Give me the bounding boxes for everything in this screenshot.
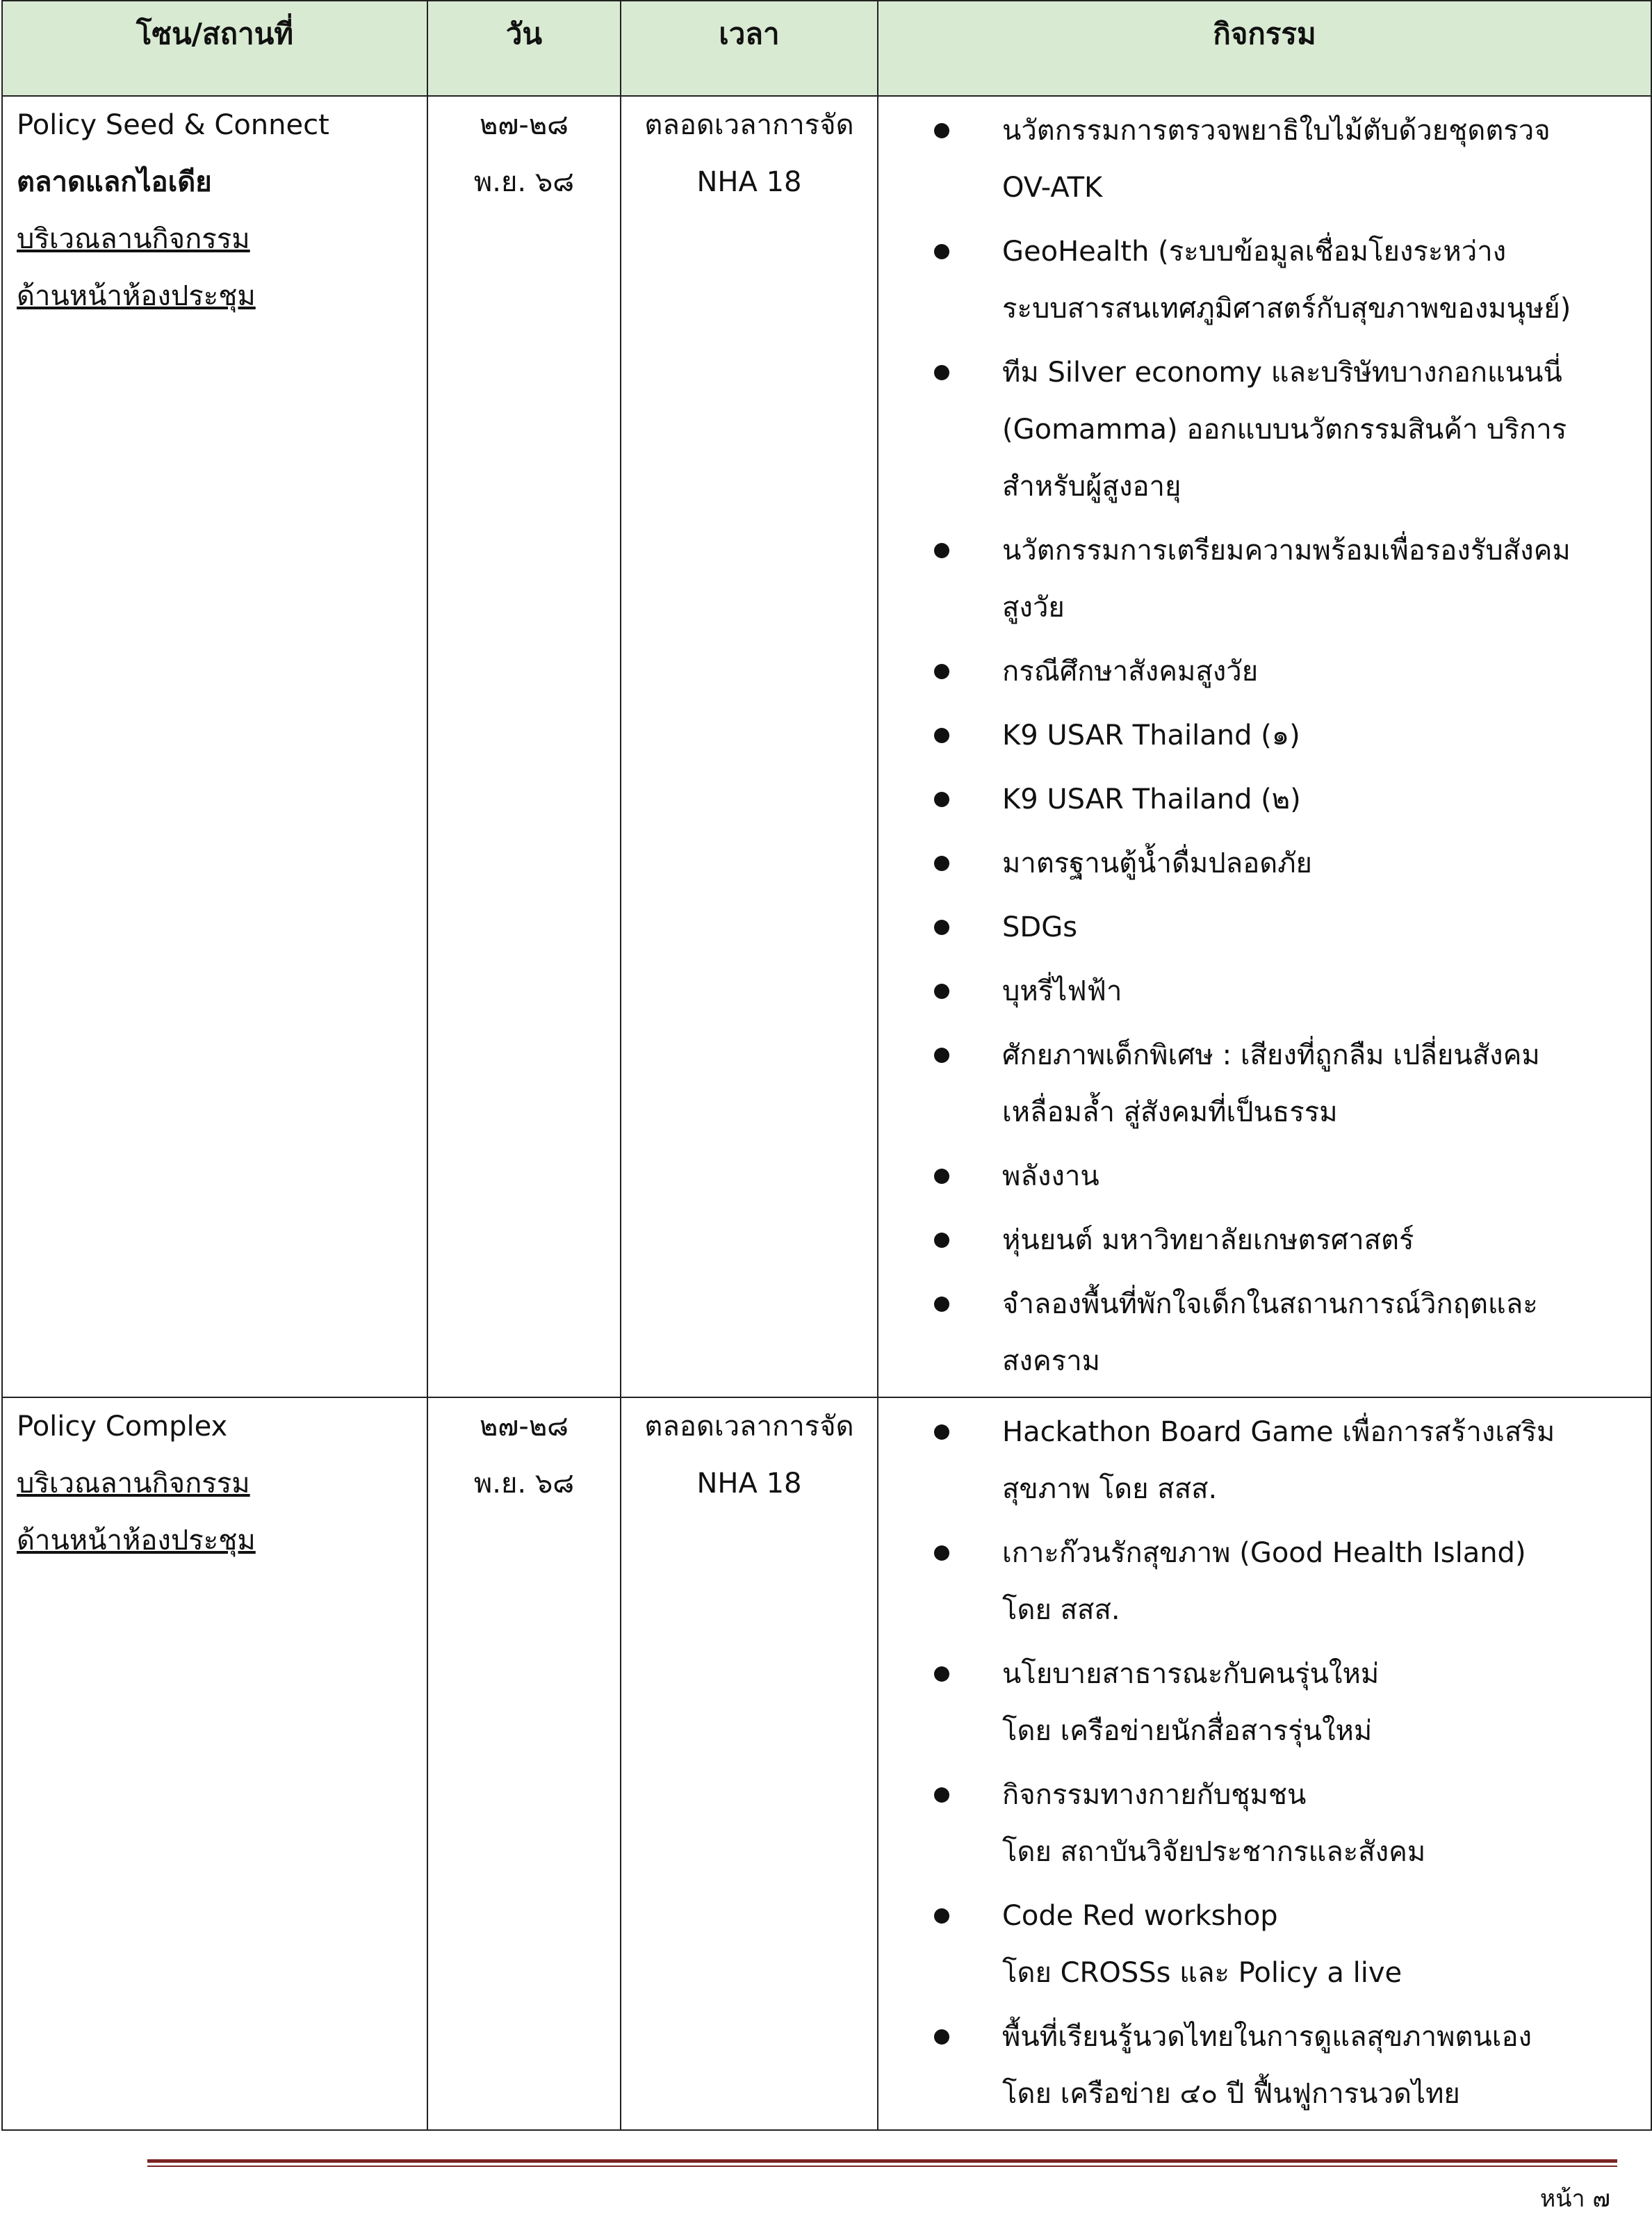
schedule-table: [1, 0, 1652, 2131]
zone-location: บริเวณลานกิจกรรม: [17, 1468, 250, 1500]
list-item: [934, 643, 1623, 700]
bullet-icon: [934, 1297, 949, 1312]
footer-rule: [147, 2159, 1617, 2163]
zone-title: Policy Seed & Connect: [17, 109, 329, 141]
bullet-icon: [934, 1424, 949, 1440]
bullet-icon: [934, 920, 949, 935]
activity-text: สูงวัย: [1002, 592, 1065, 624]
time-text: ตลอดเวลาการจัด: [644, 109, 854, 141]
activity-text: นวัตกรรมการตรวจพยาธิใบไม้ตับด้วยชุดตรวจ: [1002, 115, 1551, 147]
activities-cell: [878, 96, 1651, 1397]
zone-title: Policy Complex: [17, 1411, 228, 1443]
header-time: เวลา: [621, 1, 878, 96]
zone-cell: [2, 1397, 427, 2130]
list-item: [934, 835, 1623, 892]
activity-text: โดย สสส.: [1002, 1594, 1120, 1626]
header-row: [2, 1, 1651, 96]
bullet-icon: [934, 1787, 949, 1803]
activity-text: เหลื่อมล้ำ สู่สังคมที่เป็นธรรม: [1002, 1096, 1338, 1128]
bullet-icon: [934, 1545, 949, 1561]
activity-text: โดย CROSSs และ Policy a live: [1002, 1957, 1402, 1989]
bullet-icon: [934, 984, 949, 999]
activity-text: สงคราม: [1002, 1345, 1101, 1377]
page-number: หน้า ๗: [1539, 2185, 1610, 2213]
activity-text: สำหรับผู้สูงอายุ: [1002, 471, 1181, 503]
activity-text: สุขภาพ โดย สสส.: [1002, 1473, 1218, 1505]
activity-text: โดย เครือข่าย ๔๐ ปี ฟื้นฟูการนวดไทย: [1002, 2078, 1460, 2110]
date-month: พ.ย. ๖๘: [473, 166, 575, 198]
activity-text: นโยบายสาธารณะกับคนรุ่นใหม่: [1002, 1658, 1380, 1690]
table-row: [2, 1397, 1651, 2130]
date-range: ๒๗-๒๘: [479, 109, 569, 141]
activity-text: (Gomamma) ออกแบบนวัตกรรมสินค้า บริการ: [1002, 414, 1567, 446]
bullet-icon: [934, 1908, 949, 1924]
list-item: [934, 707, 1623, 764]
list-item: [934, 963, 1623, 1020]
activity-text: ระบบสารสนเทศภูมิศาสตร์กับสุขภาพของมนุษย์): [1002, 293, 1571, 325]
activity-text: เกาะก๊วนรักสุขภาพ (Good Health Island): [1002, 1537, 1526, 1569]
zone-cell: [2, 96, 427, 1397]
activities-cell: [878, 1397, 1651, 2130]
activity-text: ทีม Silver economy และบริษัทบางกอกแนนนี่: [1002, 357, 1562, 389]
activity-text: พลังงาน: [1002, 1160, 1099, 1192]
bullet-icon: [934, 1666, 949, 1682]
header-activities: กิจกรรม: [878, 1, 1651, 96]
footer-rule-thin: [147, 2166, 1617, 2167]
activity-text: SDGs: [1002, 911, 1078, 943]
activity-text: โดย สถาบันวิจัยประชากรและสังคม: [1002, 1836, 1426, 1868]
list-item: [934, 1646, 1623, 1760]
activity-text: ศักยภาพเด็กพิเศษ : เสียงที่ถูกลืม เปลี่ยนสังคม: [1002, 1039, 1540, 1071]
list-item: [934, 1404, 1623, 1518]
activity-text: K9 USAR Thailand (๒): [1002, 783, 1301, 815]
activity-text: จำลองพื้นที่พักใจเด็กในสถานการณ์วิกฤตและ: [1002, 1288, 1538, 1320]
list-item: [934, 102, 1623, 216]
activity-text: กรณีศึกษาสังคมสูงวัย: [1002, 656, 1259, 688]
activity-text: บุหรี่ไฟฟ้า: [1002, 975, 1122, 1007]
list-item: [934, 899, 1623, 956]
bullet-icon: [934, 543, 949, 558]
bullet-icon: [934, 1233, 949, 1248]
time-cell: [621, 1397, 878, 2130]
zone-location: บริเวณลานกิจกรรม: [17, 223, 250, 255]
list-item: [934, 771, 1623, 828]
list-item: [934, 1276, 1623, 1390]
list-item: [934, 1027, 1623, 1141]
list-item: [934, 1887, 1623, 2001]
activity-text: OV-ATK: [1002, 172, 1103, 204]
time-text: ตลอดเวลาการจัด: [644, 1411, 854, 1443]
bullet-icon: [934, 728, 949, 743]
list-item: [934, 1766, 1623, 1880]
activity-text: Hackathon Board Game เพื่อการสร้างเสริม: [1002, 1416, 1555, 1448]
bullet-icon: [934, 792, 949, 807]
date-cell: [427, 96, 621, 1397]
date-range: ๒๗-๒๘: [479, 1411, 569, 1443]
activity-text: พื้นที่เรียนรู้นวดไทยในการดูแลสุขภาพตนเอง: [1002, 2021, 1532, 2053]
activity-list: [934, 1404, 1623, 2122]
activity-text: หุ่นยนต์ มหาวิทยาลัยเกษตรศาสตร์: [1002, 1224, 1414, 1256]
date-cell: [427, 1397, 621, 2130]
bullet-icon: [934, 856, 949, 871]
list-item: [934, 1525, 1623, 1639]
activity-text: กิจกรรมทางกายกับชุมชน: [1002, 1779, 1307, 1811]
list-item: [934, 2008, 1623, 2122]
bullet-icon: [934, 244, 949, 259]
header-date: วัน: [427, 1, 621, 96]
list-item: [934, 1148, 1623, 1205]
zone-location: ด้านหน้าห้องประชุม: [17, 280, 256, 312]
activity-text: โดย เครือข่ายนักสื่อสารรุ่นใหม่: [1002, 1715, 1373, 1747]
bullet-icon: [934, 365, 949, 380]
header-zone: โซน/สถานที่: [2, 1, 427, 96]
zone-location: ด้านหน้าห้องประชุม: [17, 1525, 256, 1557]
time-event: NHA 18: [696, 1468, 802, 1500]
zone-subtitle: ตลาดแลกไอเดีย: [17, 166, 212, 198]
time-cell: [621, 96, 878, 1397]
bullet-icon: [934, 664, 949, 679]
list-item: [934, 522, 1623, 636]
activity-text: Code Red workshop: [1002, 1900, 1278, 1932]
bullet-icon: [934, 1048, 949, 1063]
list-item: [934, 1212, 1623, 1269]
bullet-icon: [934, 123, 949, 138]
activity-text: GeoHealth (ระบบข้อมูลเชื่อมโยงระหว่าง: [1002, 236, 1507, 268]
bullet-icon: [934, 1169, 949, 1184]
activity-text: มาตรฐานตู้น้ำดื่มปลอดภัย: [1002, 847, 1312, 879]
time-event: NHA 18: [696, 166, 802, 198]
activity-list: [934, 102, 1623, 1390]
activity-text: นวัตกรรมการเตรียมความพร้อมเพื่อรองรับสังคม: [1002, 535, 1571, 567]
activity-text: K9 USAR Thailand (๑): [1002, 720, 1300, 752]
table-row: [2, 96, 1651, 1397]
date-month: พ.ย. ๖๘: [473, 1468, 575, 1500]
list-item: [934, 223, 1623, 337]
list-item: [934, 344, 1623, 515]
bullet-icon: [934, 2029, 949, 2045]
